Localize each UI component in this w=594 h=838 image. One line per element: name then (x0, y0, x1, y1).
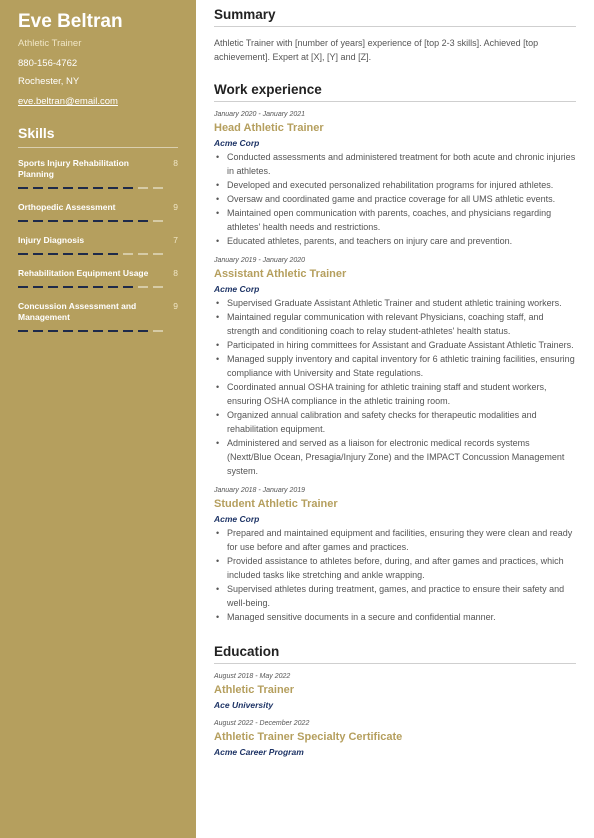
skill-item (18, 301, 178, 333)
skill-level: 9 (173, 301, 178, 311)
job-bullet: • Participated in hiring committees for Assistant and Graduate Assistant Athletic Trainers. (214, 338, 576, 352)
company-name: Acme Corp (214, 284, 260, 294)
job-dates: January 2020 - January 2021 (214, 111, 306, 118)
skill-item (18, 235, 178, 256)
rating-dash (108, 253, 118, 255)
skill-level: 8 (173, 158, 178, 168)
job-bullet: • Provided assistance to athletes before, during, and after games and practices, which included tasks like stretching and ankle wrapping. (214, 554, 576, 582)
education-title: Athletic Trainer Specialty Certificate (214, 731, 403, 743)
rating-dash (48, 330, 58, 332)
education-title: Athletic Trainer (214, 684, 295, 696)
email-link[interactable]: eve.beltran@email.com (18, 96, 118, 107)
job-bullet: • Oversaw and coordinated game and practice coverage for all UMS athletic events. (214, 192, 576, 206)
summary-heading: Summary (214, 7, 576, 27)
job-bullet: • Developed and executed personalized rehabilitation programs for injured athletes. (214, 178, 576, 192)
rating-dash (123, 330, 133, 332)
rating-dash (138, 330, 148, 332)
rating-dash (93, 253, 103, 255)
rating-dash (18, 253, 28, 255)
education-heading: Education (214, 644, 576, 664)
rating-dash (153, 220, 163, 222)
skill-item (18, 158, 178, 190)
job-bullet: • Educated athletes, parents, and teachers on injury care and prevention. (214, 234, 576, 248)
rating-dash (93, 220, 103, 222)
rating-dash (63, 253, 73, 255)
job-bullet: • Organized annual calibration and safety checks for therapeutic modalities and rehabilitation equipment. (214, 408, 576, 436)
rating-dash (138, 187, 148, 189)
job-bullet: • Supervised Graduate Assistant Athletic Trainer and student athletic training workers. (214, 296, 576, 310)
rating-dash (48, 286, 58, 288)
rating-dash (108, 220, 118, 222)
education-dates: August 2022 - December 2022 (214, 720, 310, 727)
job-bullet: • Managed supply inventory and capital inventory for 6 athletic training facilities, ensuring compliance with University and State regulations. (214, 352, 576, 380)
job-entry (214, 257, 576, 478)
skill-name: Injury Diagnosis (18, 235, 85, 245)
job-title: Student Athletic Trainer (214, 498, 338, 510)
rating-dash (138, 286, 148, 288)
education-entry (214, 673, 576, 710)
skill-rating-bar (18, 220, 178, 223)
rating-dash (48, 187, 58, 189)
location: Rochester, NY (18, 76, 80, 87)
job-bullets (214, 296, 576, 478)
skill-rating-bar (18, 253, 178, 256)
rating-dash (33, 187, 43, 189)
rating-dash (63, 286, 73, 288)
job-dates: January 2018 - January 2019 (214, 487, 306, 494)
job-bullet: • Coordinated annual OSHA training for athletic training staff and student workers, ensuring OSHA compliance in the athletic training room. (214, 380, 576, 408)
rating-dash (63, 187, 73, 189)
job-bullet: • Supervised athletes during treatment, games, and practice to ensure their safety and well-being. (214, 582, 576, 610)
job-bullet: • Maintained regular communication with relevant Physicians, coaching staff, and strength and conditioning coach to relay student-athletes' health status. (214, 310, 576, 338)
skill-name: Concussion Assessment and Management (18, 301, 137, 322)
skill-rating-bar (18, 330, 178, 333)
work-experience-heading: Work experience (214, 82, 576, 102)
job-bullet: • Prepared and maintained equipment and facilities, ensuring they were clean and ready for use before and after games and practices. (214, 526, 576, 554)
job-title: Head Athletic Trainer (214, 122, 324, 134)
company-name: Acme Corp (214, 514, 260, 524)
rating-dash (153, 187, 163, 189)
rating-dash (123, 220, 133, 222)
candidate-name: Eve Beltran (18, 11, 123, 32)
skill-name: Sports Injury Rehabilitation Planning (18, 158, 129, 179)
rating-dash (18, 330, 28, 332)
skill-item (18, 202, 178, 223)
rating-dash (138, 253, 148, 255)
rating-dash (108, 187, 118, 189)
rating-dash (153, 253, 163, 255)
rating-dash (153, 286, 163, 288)
rating-dash (138, 220, 148, 222)
job-bullet: • Administered and served as a liaison for electronic medical records systems (Nextt/Blue Ocean, Presagia/Injury Zone) and the IMPACT Concussion Management system. (214, 436, 576, 478)
rating-dash (78, 330, 88, 332)
job-dates: January 2019 - January 2020 (214, 257, 306, 264)
job-bullet: • Managed sensitive documents in a secure and confidential manner. (214, 610, 576, 624)
job-title: Assistant Athletic Trainer (214, 268, 347, 280)
job-entry (214, 487, 576, 624)
rating-dash (108, 286, 118, 288)
skill-level: 7 (173, 235, 178, 245)
rating-dash (33, 286, 43, 288)
rating-dash (78, 286, 88, 288)
skills-heading: Skills (18, 125, 178, 148)
school-name: Ace University (214, 700, 274, 710)
job-bullets (214, 150, 576, 248)
rating-dash (33, 330, 43, 332)
rating-dash (33, 253, 43, 255)
candidate-role: Athletic Trainer (18, 38, 82, 49)
main-content (214, 0, 576, 757)
rating-dash (78, 187, 88, 189)
skill-name: Rehabilitation Equipment Usage (18, 268, 149, 278)
sidebar (0, 0, 196, 838)
education-dates: August 2018 - May 2022 (214, 673, 291, 680)
summary-text: Athletic Trainer with [number of years] experience of [top 2-3 skills]. Achieved [top achievement]. Expert at [X], [Y] and [Z]. (214, 38, 539, 62)
rating-dash (123, 187, 133, 189)
rating-dash (33, 220, 43, 222)
skill-level: 8 (173, 268, 178, 278)
job-bullet: • Conducted assessments and administered treatment for both acute and chronic injuries in athletes. (214, 150, 576, 178)
rating-dash (18, 220, 28, 222)
rating-dash (123, 286, 133, 288)
job-bullet: • Maintained open communication with parents, coaches, and physicians regarding athletes' health needs and restrictions. (214, 206, 576, 234)
school-name: Acme Career Program (214, 747, 304, 757)
rating-dash (48, 253, 58, 255)
phone-number: 880-156-4762 (18, 58, 78, 69)
job-bullets (214, 526, 576, 624)
skill-rating-bar (18, 286, 178, 289)
skill-rating-bar (18, 187, 178, 190)
rating-dash (48, 220, 58, 222)
skill-item (18, 268, 178, 289)
rating-dash (63, 220, 73, 222)
education-entry (214, 720, 576, 757)
skill-name: Orthopedic Assessment (18, 202, 116, 212)
rating-dash (123, 253, 133, 255)
job-entry (214, 111, 576, 248)
rating-dash (93, 286, 103, 288)
company-name: Acme Corp (214, 138, 260, 148)
rating-dash (108, 330, 118, 332)
rating-dash (18, 286, 28, 288)
rating-dash (93, 330, 103, 332)
rating-dash (153, 330, 163, 332)
rating-dash (78, 253, 88, 255)
rating-dash (93, 187, 103, 189)
skill-level: 9 (173, 202, 178, 212)
rating-dash (78, 220, 88, 222)
rating-dash (18, 187, 28, 189)
rating-dash (63, 330, 73, 332)
